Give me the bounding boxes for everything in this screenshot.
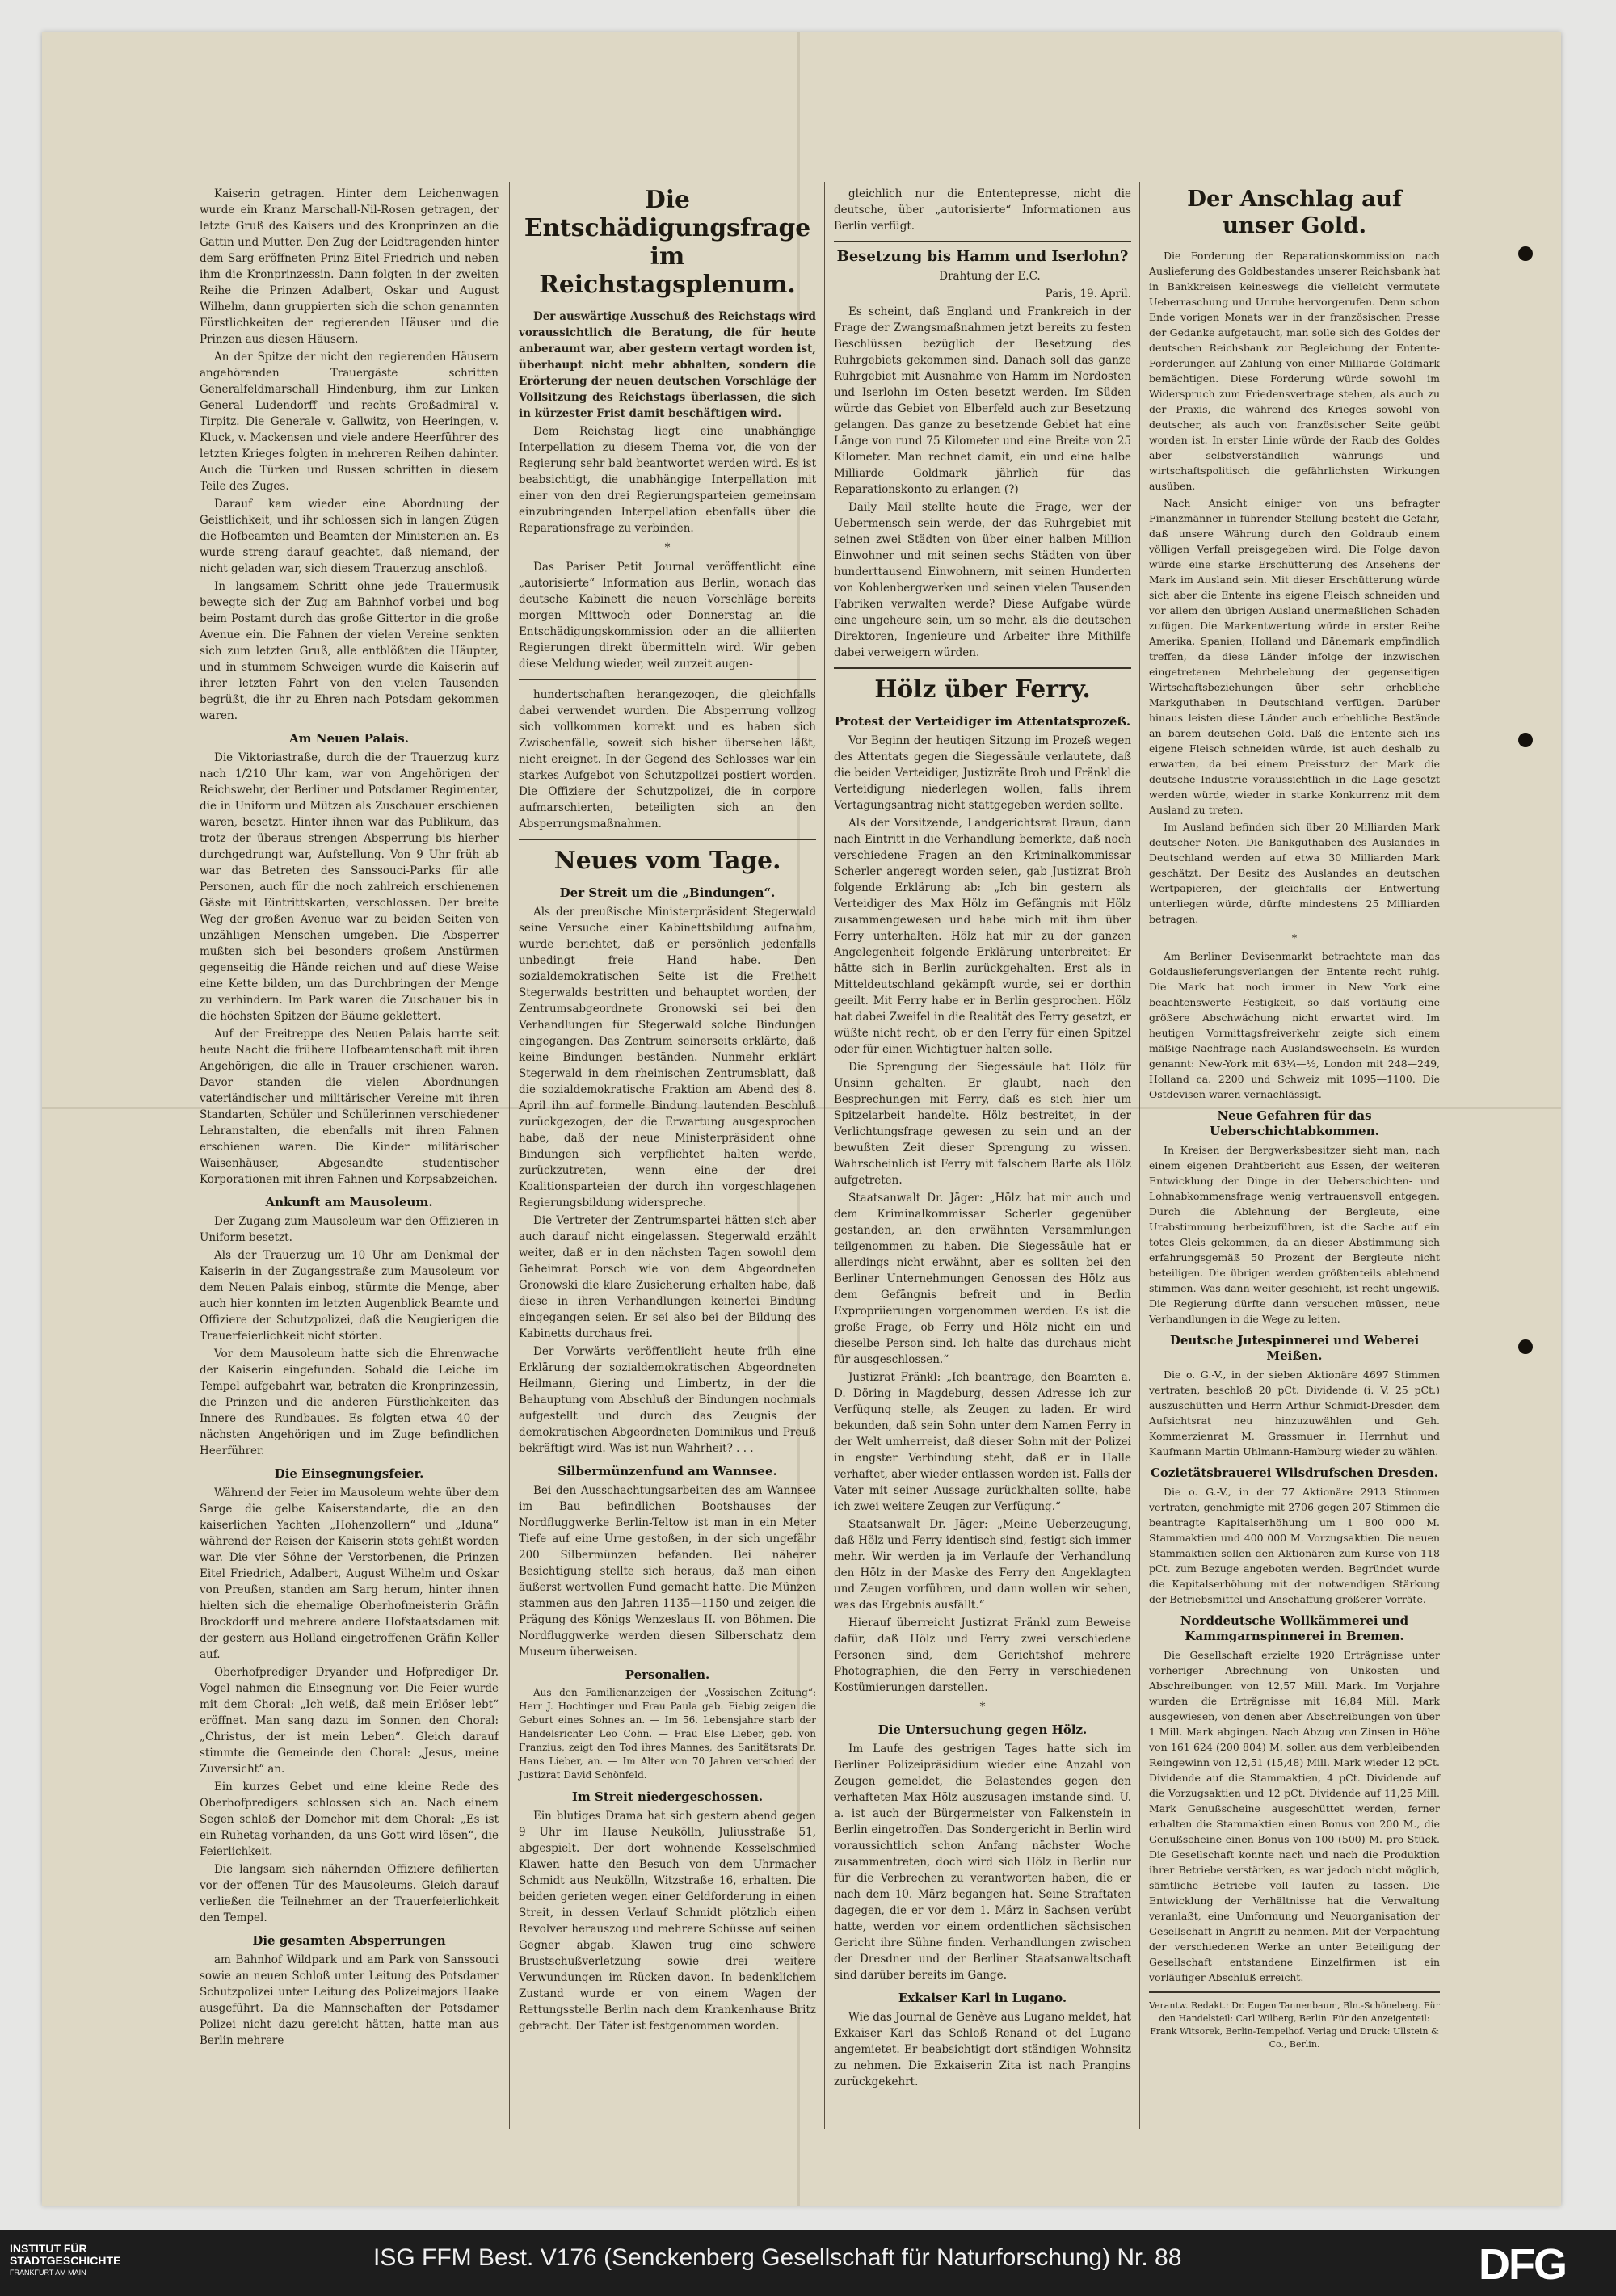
section-heading: Am Neuen Palais.	[289, 731, 409, 746]
section-rule	[519, 679, 816, 680]
article-paragraph: Vor Beginn der heutigen Sitzung im Prozeß wegen des Attentats gegen die Siegessäule verlautete, daß die beiden Verteidiger, Justizräte Broh und Fränkl die Verteidigung niederlegen wollen, falls ihrem Vertagungsantrag nicht stattgegeben werden sollte.	[834, 734, 1131, 813]
article-paragraph: Als der Vorsitzende, Landgerichtsrat Braun, dann nach Eintritt in die Verhandlung bemerkte, daß noch verschiedene Fragen an den Kriminalkommissar Scherler angeregt worden seien, gab Justizrat Broh folgende Erklärung ab: „Ich bin gestern als Verteidiger des Max Hölz im Gefängnis mit Hölz zusammengewesen und habe mich mit ihm über Ferry unterhalten. Hölz hat mir zu der ganzen Angelegenheit folgende Erklärung unterbreitet: Er hätte sich in Berlin zurückgehalten. Erst als in Mitteldeutschland gekämpft wurde, sei er dorthin geeilt. Mit Ferry habe er in Berlin gesprochen. Hölz hat dabei Zweifel in die Realität des Ferry gesetzt, er wüßte nicht recht, ob er den Ferry für einen Spitzel oder für einen Wichtigtuer halten solle.	[834, 817, 1131, 1057]
column-rule	[509, 182, 510, 2129]
article-paragraph: Die Forderung der Reparationskommission nach Auslieferung des Goldbestandes unserer Reichsbank hat in Bankkreisen keineswegs die vielleicht vermutete Ueberraschung und Unruhe hervorgerufen. Denn schon Ende vorigen Monats war in der französischen Presse der Gedanke aufgetaucht, man solle sich des Goldes der deutschen Reichsbank zur Begleichung der Entente-Forderungen auf Zahlung von einer Milliarde Goldmark bemächtigen. Diese Forderung würde sowohl im Widerspruch zum Friedensvertrage stehen, als auch zu der Praxis, die während des Krieges sowohl von deutscher, als auch von französischer Seite geübt worden ist. In erster Linie würde der Raub des Goldes aber selbstverständlich währungs- und wirtschaftspolitisch die gefährlichsten Wirkungen ausüben.	[1149, 250, 1440, 492]
section-rule	[834, 667, 1131, 669]
punch-hole	[1518, 733, 1533, 747]
institute-label	[10, 2243, 120, 2279]
article-paragraph: Die langsam sich nähernden Offiziere defilierten vor der offenen Tür des Mausoleums. Gleich darauf verließen die Teilnehmer an der Trauerfeierlichkeit den Tempel.	[200, 1863, 499, 1924]
dateline: Drahtung der E.C.	[939, 270, 1041, 283]
article-paragraph: Staatsanwalt Dr. Jäger: „Meine Ueberzeugung, daß Hölz und Ferry identisch sind, festigt sich immer mehr. Wir werden ja im Verlaufe der Verhandlung den Hölz in der Maske des Ferry den Angeklagten und Zeugen vorführen, und dann wollen wir sehen, was das Ergebnis ausfällt.“	[834, 1518, 1131, 1613]
article-paragraph: Die Vertreter der Zentrumspartei hätten sich aber auch darauf nicht eingelassen. Stegerwald erzählt weiter, daß er in den nächsten Tagen sowohl dem Geheimrat Porsch wie von dem Abgeordneten Gronowski die klare Zusicherung erhalten habe, daß diese in ihren Verhandlungen keinerlei Bindung eingegangen seien. Er sei also bei der Bildung des Kabinetts durchaus frei.	[519, 1214, 816, 1341]
newspaper-page	[42, 32, 1561, 2206]
column-3	[834, 186, 1131, 2092]
article-paragraph: am Bahnhof Wildpark und am Park von Sanssouci sowie an neuen Schloß unter Leitung des Potsdamer Schutzpolizei unter Leitung des Polizeimajors Haake ausgeführt. Da die Mannschaften der Potsdamer Polizei nicht dazu gereicht hätten, hatte man aus Berlin mehrere	[200, 1953, 499, 2047]
article-paragraph: Wie das Journal de Genève aus Lugano meldet, hat Exkaiser Karl das Schloß Renand ot del Lugano angemietet. Er beabsichtigt dort ständigen Wohnsitz zu nehmen. Die Exkaiserin Zita ist nach Prangins zurückgekehrt.	[834, 2011, 1131, 2089]
punch-hole	[1518, 1339, 1533, 1354]
section-heading: Die Einsegnungsfeier.	[274, 1466, 424, 1481]
section-heading: Cozietätsbrauerei Wilsdrufschen Dresden.	[1150, 1465, 1439, 1480]
section-heading: Norddeutsche Wollkämmerei und Kammgarnspinnerei in Bremen.	[1180, 1613, 1409, 1643]
article-paragraph: Am Berliner Devisenmarkt betrachtete man das Goldauslieferungsverlangen der Entente recht ruhig. Die Mark hat noch immer in New York eine beachtenswerte Festigkeit, so daß vorläufig eine größere Abschwächung nicht erwartet wird. Im heutigen Vormittagsfreiverkehr zeigte sich einem mäßige Nachfrage nach Auslandswechseln. Es wurden genannt: New-York mit 63¼—½, London mit 248—249, Holland ca. 2200 und Schweiz mit 1095—1100. Die Ostdevisen waren vernachlässigt.	[1149, 950, 1440, 1100]
article-paragraph: Auf der Freitreppe des Neuen Palais harrte seit heute Nacht die frühere Hofbeamtenschaft mit ihren Angehörigen, die alle in Trauer erschienen waren. Davor standen die vielen Abordnungen vaterländischer und militärischer Vereine mit ihren Standarten, Schüler und Schülerinnen verschiedener Lehranstalten, die ebenfalls mit ihren Fahnen erschienen waren. Die Kinder militärischer Waisenhäuser, Abgesandte studentischer Korporationen mit ihren Fahnen und Korpsabzeichen.	[200, 1028, 499, 1186]
separator-star: *	[979, 1701, 986, 1714]
article-paragraph: gleichlich nur die Ententepresse, nicht die deutsche, über „autorisierte“ Informationen aus Berlin verfügt.	[834, 187, 1131, 233]
section-heading: Exkaiser Karl in Lugano.	[898, 1991, 1067, 2006]
section-rule	[834, 241, 1131, 242]
article-paragraph: Das Pariser Petit Journal veröffentlicht eine „autorisierte“ Information aus Berlin, wonach das deutsche Kabinett die neuen Vorschläge bereits morgen Mittwoch oder Donnerstag an die Entschädigungskommission oder an die alliierten Regierungen direkt übermitteln wird. Wir geben diese Meldung wieder, weil zurzeit augen-	[519, 561, 816, 671]
separator-star: *	[1291, 931, 1298, 944]
section-heading: Der Streit um die „Bindungen“.	[559, 885, 776, 901]
article-paragraph: Oberhofprediger Dryander und Hofprediger Dr. Vogel nahmen die Einsegnung vor. Die Feier wurde mit dem Choral: „Ich weiß, daß mein Erlöser lebt“ eröffnet. Man sang dazu im Sonnen den Choral: „Christus, der ist mein Leben“. Gleich darauf stimmte die Gemeinde den Choral: „Jesus, meine Zuversicht“ an.	[200, 1666, 499, 1776]
article-paragraph: In langsamem Schritt ohne jede Trauermusik bewegte sich der Zug am Bahnhof vorbei und bog beim Postamt durch das große Gittertor in die große Avenue ein. Die Fahnen der vielen Vereine senkten sich zum letzten Gruß, alle entblößten die Häupter, und in stummem Schweigen wurde die Kaiserin auf ihrer letzten Fahrt von den vielen Tausenden begrüßt, die ihr zu Ehren nach Potsdam gekommen waren.	[200, 580, 499, 722]
article-paragraph: Die Viktoriastraße, durch die der Trauerzug kurz nach 1/210 Uhr kam, war von Angehörigen der Reichswehr, der Berliner und Potsdamer Regimenter, die in Uniform und Mützen als Zuschauer erschienen waren, besetzt. Hinter ihnen war das Publikum, das trotz der überaus strengen Absperrung bis hierher durchgedrungt war, Aufstellung. Von 9 Uhr früh ab war das Betreten des Sanssouci-Parks für alle Personen, auch für die noch zahlreich erschienenen Gäste mit Eintrittskarten, verschlossen. Der breite Weg der großen Avenue war zu beiden Seiten von unzähligen Menschen umgeben. Die Absperrer mußten sich bei besonders großem Anstürmen gegenseitig die Hände reichen und auf diese Weise eine Kette bilden, um das Durchbringen der Menge zu verhindern. Im Park waren die Zuschauer bis in die höchsten Spitzen der Bäume geklettert.	[200, 751, 499, 1023]
archive-footer	[0, 2230, 1616, 2296]
article-lead: Der auswärtige Ausschuß des Reichstags wird voraussichtlich die Beratung, die für heute anberaumt war, aber gestern vertagt worden ist, überhaupt nicht mehr abhalten, sondern die Erörterung der neuen deutschen Vorschläge der Vollsitzung des Reichstags überlassen, die sich in kürzester Frist damit beschäftigen wird.	[519, 310, 816, 421]
section-heading: Im Streit niedergeschossen.	[571, 1789, 764, 1805]
article-paragraph: Die o. G.-V., in der sieben Aktionäre 4697 Stimmen vertraten, beschloß 20 pCt. Dividende (i. V. 25 pCt.) auszuschütten und Herrn Arthur Schmidt-Dresden dem Aufsichtsrat neu hinzuzuwählen und Geh. Kommerzienrat M. Grassmuer in Herrnhut und Kaufmann Martin Uhlmann-Hamburg wieder zu wählen.	[1149, 1369, 1440, 1457]
column-2	[519, 186, 816, 2036]
article-paragraph: Dem Reichstag liegt eine unabhängige Interpellation zu diesem Thema vor, die von der Regierung sehr bald beantwortet werden wird. Es ist beabsichtigt, die unabhängige Interpellation mit einer von den drei Regierungsparteien gemeinsam einzubringenden Interpellation ebenfalls über die Reparationsfrage zu verbinden.	[519, 425, 816, 536]
article-paragraph: Im Ausland befinden sich über 20 Milliarden Mark deutscher Noten. Die Bankguthaben des Auslandes in Deutschland werden auf etwa 30 Milliarden Mark geschätzt. Der Besitz des Auslandes an deutschen Wertpapieren, der gleichfalls der Entwertung unterliegen würde, dürfte mindestens 25 Milliarden betragen.	[1149, 821, 1440, 925]
headline-neues-vom-tage: Neues vom Tage.	[553, 847, 781, 876]
headline-hoelz: Hölz über Ferry.	[874, 675, 1091, 704]
article-paragraph: In Kreisen der Bergwerksbesitzer sieht man, nach einem eigenen Drahtbericht aus Essen, der weiteren Entwicklung der Dinge in der Ueberschichten- und Lohnabkommensfrage wenig vertrauensvoll entgegen. Durch die Ablehnung der Bergleute, eine Urabstimmung herbeizuführen, ist die Sache auf ein totes Gleis gekommen, da an dieser Abstimmung sich erfahrungsgemäß 50 Prozent der Bergleute nicht beteiligen. Die übrigen werden größtenteils ablehnend stimmen. Was dann weiter geschieht, ist recht ungewiß. Die Regierung dürfte dann versuchen müssen, neue Verhandlungen in die Wege zu leiten.	[1149, 1144, 1440, 1325]
article-paragraph: Ein kurzes Gebet und eine kleine Rede des Oberhofpredigers schlossen sich an. Nach einem Segen schloß der Domchor mit dem Choral: „Es ist ein Ruhetag vorhanden, da uns Gott wird lösen“, die Feierlichkeit.	[200, 1781, 499, 1858]
article-paragraph: Staatsanwalt Dr. Jäger: „Hölz hat mir auch und dem Kriminalkommissar Scherler gegenüber gestanden, an den erwähnten Versammlungen teilgenommen zu haben. Die Siegessäule hat er allerdings nicht erwähnt, aber es sollten bei den Berliner Unternehmungen Genossen des Hölz aus dem Gefängnis befreit und in Berlin Expropriierungen vorgenommen werden. Es ist die große Frage, ob Ferry und Hölz nicht ein und dieselbe Person sind. Ich halte das durchaus nicht für ausgeschlossen.“	[834, 1192, 1131, 1367]
section-heading: Personalien.	[625, 1667, 710, 1683]
article-paragraph: Als der preußische Ministerpräsident Stegerwald seine Versuche einer Kabinettsbildung aufnahm, wurde berichtet, daß er persönlich jedenfalls unbedingt freie Hand habe. Den sozialdemokratischen Seite ist die Freiheit Stegerwalds bestritten und behauptet worden, der Zentrumsabgeordnete Gronowski sei bei den Verhandlungen für Stegerwald solche Bindungen eingegangen. Das Zentrum seinerseits erklärte, daß keine Bindungen beständen. Nunmehr erklärt Stegerwald in dem rheinischen Zentrumsblatt, daß die sozialdemokratische Fraktion am Abend des 8. April ihn auf formelle Bindung lautenden Beschluß zurückgezogen, der die Erwartung ausgesprochen habe, daß der neue Ministerpräsident ohne Bindungen sich verpflichtet halten werde, zurückzutreten, wenn eine der drei Koalitionsparteien der durch ihn vorgeschlagenen Regierungsbildung widerspreche.	[519, 906, 816, 1210]
article-paragraph: Die o. G.-V., in der 77 Aktionäre 2913 Stimmen vertraten, genehmigte mit 2706 gegen 207 Stimmen die beantragte Kapitalserhöhung um 1 800 000 M. Stammaktien und 400 000 M. Vorzugsaktien. Die neuen Stammaktien sollen den Aktionären zum Kurse von 118 pCt. zum Bezuge angeboten werden. Begründet wurde die Kapitalserhöhung mit der notwendigen Stärkung der Betriebsmittel und Anschaffung größerer Vorräte.	[1149, 1486, 1440, 1605]
article-paragraph: Hierauf überreicht Justizrat Fränkl zum Beweise dafür, daß Hölz und Ferry zwei verschiedene Personen sind, dem Gerichtshof mehrere Photographien, die den Ferry in verschiedenen Kostümierungen darstellen.	[834, 1617, 1131, 1695]
section-heading: Besetzung bis Hamm und Iserlohn?	[836, 248, 1129, 265]
article-paragraph: Im Laufe des gestrigen Tages hatte sich im Berliner Polizeipräsidium wieder eine Anzahl von Zeugen gemeldet, die Belastendes gegen den verhafteten Max Hölz auszusagen imstande sind. U. a. ist auch der Bürgermeister von Falkenstein in Berlin eingetroffen. Das Sondergericht in Berlin wird voraussichtlich schon Anfang nächster Woche zusammentreten, doch wird sich Hölz in Berlin nur für die Verbrechen zu verantworten haben, die er nach dem 10. März begangen hat. Seine Straftaten dagegen, die er vor dem 1. März in Sachsen verübt hatte, werden vor einem ordentlichen sächsischen Gericht ihre Sühne finden. Verhandlungen zwischen der Dresdner und der Berliner Staatsanwaltschaft sind darüber bereits im Gange.	[834, 1743, 1131, 1983]
institute-line: INSTITUT FÜR	[10, 2242, 87, 2255]
column-rule	[1139, 182, 1140, 2129]
article-paragraph: Daily Mail stellte heute die Frage, wer der Uebermensch sein werde, der das Ruhrgebiet mit seinen zwei Städten von über einer halben Million Einwohner und mit seinen sechs Städten von über hunderttausend Einwohnern, mit seinen Hunderten von Kohlenbergwerken und seinen vielen Tausenden Fabriken verwalten werde? Diese Aufgabe würde eine ungeheure sein, um so mehr, als die deutschen Direktoren, Ingenieure und Arbeiter ihre Mithilfe dabei verweigern würden.	[834, 501, 1131, 659]
headline-anschlag: Der Anschlag auf unser Gold.	[1187, 186, 1402, 238]
section-rule	[1149, 1991, 1440, 1993]
article-paragraph: Ein blutiges Drama hat sich gestern abend gegen 9 Uhr im Hause Neukölln, Juliusstraße 51, abgespielt. Der dort wohnende Kesselschmied Klawen hatte den Besuch von dem Uhrmacher Schmidt aus Neukölln, Witzstraße 16, erhalten. Die beiden gerieten wegen einer Geldforderung in einen Streit, in dessen Verlauf Schmidt plötzlich einen Revolver herauszog und mehrere Schüsse auf seinen Gegner abgab. Klawen trug eine schwere Brustschußverletzung sowie drei weitere Verwundungen im Rücken davon. In bedenklichem Zustand wurde er von einem Wagen der Rettungsstelle Berlin nach dem Krankenhause Britz gebracht. Der Täter ist festgenommen worden.	[519, 1810, 816, 2033]
article-paragraph: Der Vorwärts veröffentlicht heute früh eine Erklärung der sozialdemokratischen Abgeordneten Heilmann, Giering und Limbertz, in der die Behauptung vom Abschluß der Bindungen nochmals aufgestellt und durch das Zeugnis der demokratischen Abgeordneten Dominikus und Preuß bekräftigt wird. Was ist nun Wahrheit? . . .	[519, 1345, 816, 1456]
article-paragraph: Darauf kam wieder eine Abordnung der Geistlichkeit, und ihr schlossen sich in langen Zügen die Hofbeamten und Beamten der Ministerien an. Es wurde streng darauf geachtet, daß niemand, der nicht geladen war, sich diesem Trauerzug anschloß.	[200, 498, 499, 575]
institute-line: STADTGESCHICHTE	[10, 2254, 121, 2267]
column-rule	[824, 182, 825, 2129]
section-subheading: Protest der Verteidiger im Attentatsprozeß.	[834, 714, 1131, 730]
article-paragraph: Kaiserin getragen. Hinter dem Leichenwagen wurde ein Kranz Marschall-Nil-Rosen getragen, der letzte Gruß des Kaisers und des Kronprinzen an die Gattin und Mutter. Den Zug der Leidtragenden hinter dem Sarg eröffneten Prinz Eitel-Friedrich und neben ihm die Kronprinzessin. Dann folgten in der zweiten Reihe die Prinzen Adalbert, Oskar und August Wilhelm, dann gruppierten sich die schon genannten Fürstlichkeiten der regierenden Häuser und die Prinzen aus diesen Häusern.	[200, 187, 499, 346]
column-1	[200, 186, 499, 2050]
article-paragraph: Der Zugang zum Mausoleum war den Offizieren in Uniform besetzt.	[200, 1215, 499, 1244]
section-heading: Silbermünzenfund am Wannsee.	[558, 1464, 777, 1479]
article-paragraph: Aus den Familienanzeigen der „Vossischen Zeitung“: Herr J. Hochtinger und Frau Paula geb. Fiebig zeigen die Geburt eines Sohnes an. — Im 56. Lebensjahre starb der Handelsrichter Leo Cohn. — Frau Else Lieber, geb. von Franzius, zeigt den Tod ihres Mannes, des Sanitätsrats Dr. Hans Lieber, an. — Im Alter von 70 Jahren verschied der Justizrat David Schönfeld.	[519, 1687, 816, 1781]
section-heading: Die Untersuchung gegen Hölz.	[877, 1722, 1088, 1738]
article-paragraph: hundertschaften herangezogen, die gleichfalls dabei verwendet wurden. Die Absperrung vollzog sich vollkommen korrekt und es haben sich Zwischenfälle, soweit sich bisher übersehen läßt, nicht ereignet. In der Gegend des Schlosses war ein starkes Aufgebot von Schutzpolizei postiert worden. Die Offiziere der Schutzpolizei, die in corpore aufmarschierten, beteiligten sich an den Absperrungsmaßnahmen.	[519, 688, 816, 831]
article-paragraph: Vor dem Mausoleum hatte sich die Ehrenwache der Kaiserin eingefunden. Sobald die Leiche im Tempel aufgebahrt war, betraten die Kronprinzessin, die Prinzen und die anderen Fürstlichkeiten das Innere des Rundbaues. Es folgten etwa 40 der nächsten Angehörigen und im Zuge befindlichen Heerführer.	[200, 1348, 499, 1457]
institute-city: FRANKFURT AM MAIN	[10, 2269, 86, 2277]
section-rule	[519, 839, 816, 840]
imprint: Verantw. Redakt.: Dr. Eugen Tannenbaum, Bln.-Schöneberg. Für den Handelsteil: Carl Wilberg, Berlin. Für den Anzeigenteil: Frank Witsorek, Berlin-Tempelhof. Verlag und Druck: Ullstein & Co., Berlin.	[1149, 2000, 1440, 2050]
article-paragraph: Als der Trauerzug um 10 Uhr am Denkmal der Kaiserin in der Zugangsstraße zum Mausoleum vor dem Neuen Palais einbog, stürmte die Menge, aber auch hier konnten im letzten Augenblick Beamte und Offiziere der Schutzpolizei, daß die Neugierigen die Trauerfeierlichkeit nicht störten.	[200, 1249, 499, 1343]
headline-entschaedigung: Die Entschädigungsfrage im Reichstagsplenum.	[524, 186, 811, 300]
section-heading: Deutsche Jutespinnerei und Weberei Meißen.	[1169, 1333, 1420, 1363]
dateline-place: Paris, 19. April.	[1045, 288, 1131, 301]
archive-caption: ISG FFM Best. V176 (Senckenberg Gesellschaft für Naturforschung) Nr. 88	[373, 2244, 1182, 2271]
article-paragraph: Bei den Ausschachtungsarbeiten des am Wannsee im Bau befindlichen Bootshauses der Nordfluggwerke Berlin-Teltow ist man in ein Meter Tiefe auf eine Urne gestoßen, in der sich ungefähr 200 Silbermünzen befanden. Bei näherer Besichtigung stellte sich heraus, daß man einen äußerst wertvollen Fund gemacht hatte. Die Münzen stammen aus den Jahren 1135—1150 und zeigen die Prägung des Königs Wenzeslaus II. von Böhmen. Die Nordfluggwerke werden diesen Silberschatz dem Museum überweisen.	[519, 1484, 816, 1659]
article-paragraph: Die Gesellschaft erzielte 1920 Erträgnisse unter vorheriger Abrechnung von Unkosten und Abschreibungen von 12,57 Mill. Mark. Im Vorjahre wurden die Erträgnisse mit 16,84 Mill. Mark ausgewiesen, von denen aber Abschreibungen von über 1 Mill. Mark abgingen. Nach Abzug von Zinsen in Höhe von 161 624 (200 804) M. sollen aus dem verbleibenden Reingewinn von 12,51 (15,48) Mill. Mark wieder 12 pCt. Dividende auf die Stammaktien, 4 pCt. Dividende auf die Vorzugsaktien und 12 pCt. Dividende auf 11,25 Mill. Mark Genußscheine ausgeschüttet werden, ferner erhalten die Stammaktien einen Bonus von 200 M., die Genußscheine einen Bonus von 100 (500) M. pro Stück. Die Gesellschaft konnte nach und nach die Produktion ihrer Betriebe verstärken, es war jedoch nicht möglich, sämtliche Betriebe voll laufen zu lassen. Die Entwicklung der Verhältnisse hat die Verwaltung veranlaßt, eine Umformung und Neuorganisation der Gesellschaft in Angriff zu nehmen. Mit der Verpachtung der verschiedenen Werke an unter Beteiligung der Gesellschaft entstandene Einzelfirmen ist ein vorläufiger Abschluß erreicht.	[1149, 1649, 1440, 1983]
article-paragraph: Es scheint, daß England und Frankreich in der Frage der Zwangsmaßnahmen jetzt bereits zu festen Beschlüssen bezüglich der Besetzung des Ruhrgebiets gekommen sind. Danach soll das ganze Ruhrgebiet mit Ausnahme von Hamm im Nordosten und Iserlohn im Osten besetzt werden. Im Süden würde das Gebiet von Elberfeld auch zur Besetzung gelangen. Das ganze zu besetzende Gebiet hat eine Länge von rund 75 Kilometer und eine Breite von 25 Kilometer. Man rechnet damit, ein und eine halbe Milliarde Goldmark jährlich für das Reparationskonto zu erlangen (?)	[834, 305, 1131, 496]
punch-hole	[1518, 246, 1533, 261]
dfg-logo: DFG	[1479, 2240, 1566, 2289]
article-paragraph: Nach Ansicht einiger von uns befragter Finanzmänner in führender Stellung besteht die Gefahr, daß unsere Währung durch den Goldraub einem völligen Verfall preisgegeben wird. Die Folge davon würde eine starke Erschütterung des Ansehens der Mark im Ausland sein. Mit dieser Erschütterung würde sich aber die Entente ins eigene Fleisch schneiden und vor allem den übrigen Ausland unermeßlichen Schaden zufügen. Die Markentwertung würde in erster Reihe Amerika, Spanien, Holland und Dänemark empfindlich treffen, da diese Länder infolge der inzwischen eingetretenen Mehrbelebung der gegenseitigen Wirtschaftsbeziehungen über sehr erhebliche Markguthaben in Deutschland verfügen. Darüber hinaus leisten diese Länder auch erhebliche Bestände an barem deutschen Gold. Daß die Entente sich ins eigene Fleisch schneiden würde, ist auch deshalb zu erwarten, da bei einem Preissturz der Mark die deutsche Industrie voraussichtlich in die Lage gesetzt werden würde, wieder in starke Konkurrenz mit dem Ausland zu treten.	[1149, 497, 1440, 816]
article-paragraph: Während der Feier im Mausoleum wehte über dem Sarge die gelbe Kaiserstandarte, die an den kaiserlichen Yachten „Hohenzollern“ und „Iduna“ während der Reisen der Kaiserin stets gehißt worden war. Die vier Söhne der Verstorbenen, die Prinzen Eitel Friedrich, Adalbert, August Wilhelm und Oskar von Preußen, standen am Sarg herum, hinter ihnen hielten sich die ehemalige Oberhofmeisterin Gräfin Brockdorff und mehrere andere Hofstaatsdamen mit der gestern aus Holland eingetroffenen Gräfin Keller auf.	[200, 1487, 499, 1661]
section-heading: Neue Gefahren für das Ueberschichtabkommen.	[1210, 1108, 1379, 1138]
separator-star: *	[664, 541, 671, 555]
section-heading: Die gesamten Absperrungen	[252, 1933, 446, 1948]
article-paragraph: Justizrat Fränkl: „Ich beantrage, den Beamten a. D. Döring in Magdeburg, dessen Adresse ich zur Verfügung stelle, als Zeugen zu laden. Er wird bekunden, daß sein Sohn unter dem Namen Ferry in der Welt umherreist, daß dieser Sohn mit der Polizei in engster Verbindung steht, daß er in Halle verhaftet, aber wieder entlassen worden ist. Falls der Vater mit seiner Aussage zurückhalten sollte, habe ich zwei weitere Zeugen zur Verfügung.“	[834, 1371, 1131, 1514]
section-heading: Ankunft am Mausoleum.	[265, 1195, 433, 1209]
column-4	[1149, 186, 1440, 2053]
article-paragraph: An der Spitze der nicht den regierenden Häusern angehörenden Trauergäste schritten Generalfeldmarschall Hindenburg, ihm zur Linken General Ludendorff und rechts Großadmiral v. Tirpitz. Die Generale v. Gallwitz, von Heeringen, v. Kluck, v. Mackensen und viele andere Heerführer des letzten Krieges folgten in mehreren Reihen dahinter. Auch die Türken und Russen schritten in diesem Teile des Zuges.	[200, 351, 499, 493]
article-paragraph: Die Sprengung der Siegessäule hat Hölz für Unsinn gehalten. Er glaubt, nach den Besprechungen mit Ferry, daß es sich hier um Spitzelarbeit handelte. Hölz bestreitet, in der Verlichtungsfrage gewesen zu sein und an der bewußten Zeit dieser Sprengung zu wissen. Wahrscheinlich ist Ferry mit falschem Barte als Hölz aufgetreten.	[834, 1061, 1131, 1188]
